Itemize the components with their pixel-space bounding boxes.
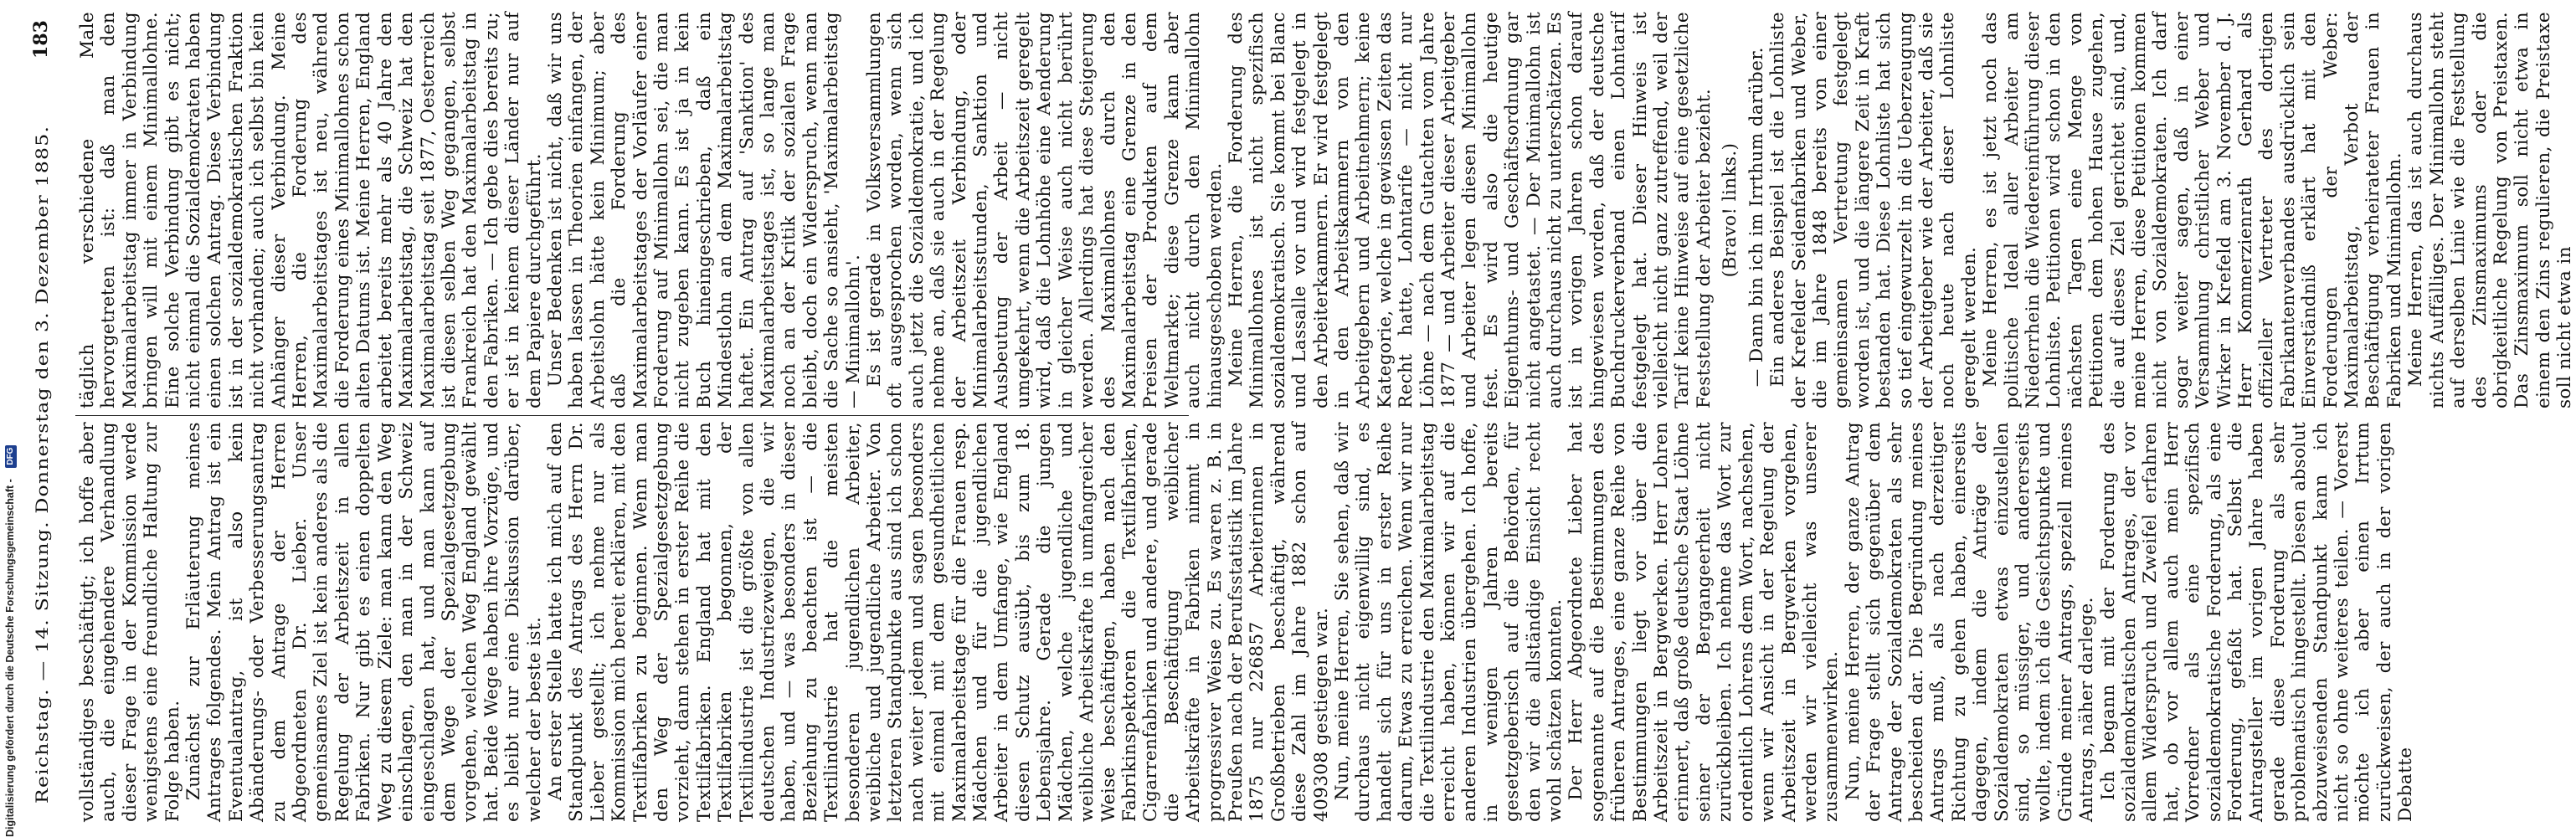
interjection: (Bravo! links.) (1720, 142, 1741, 278)
rotated-page (25, 0, 2576, 837)
left-column (77, 422, 2417, 822)
running-head-title: Reichstag. — 14. Sitzung. Donnerstag den 3. Dezember 1885. (32, 125, 52, 804)
paragraph: Ich begann mit der Forderung des sozialdemokratischen Antrages, der vor allem Widerspruch und Zweifel erfahren hat, ob vor allem auch mein Herr Vorredner als eine spezifisch sozialdemokratische Forderung, als eine Forderung, gefaßt hat. Selbst die Antragsteller im vorigen Jahre haben gerade diese Forderung als sehr problematisch hingestellt. Diesen absolut abzuweisenden Standpunkt kann ich nicht so ohne weiteres teilen. — Vorerst möchte ich aber einen Irrtum zurückweisen, der auch in der vorigen Debatte (2097, 422, 2417, 822)
footer-credit-text: Digitalisierung gefördert durch die Deutsche Forschungsgemeinschaft - (4, 479, 16, 837)
paragraph: Der Herr Abgeordnete Lieber hat sogenannte auf die Bestimmungen des früheren Antrages, eine ganze Reihe von Bestimmungen liegt vor über die Arbeitszeit in Bergwerken. Herr Lohren erinnert, daß große deutsche Staat Löhne seiner der Bergangeerheit nicht zurückbleiben. Ich nehme das Wort zur ordentlich Lohrens dem Wort, nachsehen, wenn wir Ansicht in der Regelung der Arbeitszeit in Bergwerken vorgehen, werden wir vielleicht was unserer zusammenwirken. (1566, 422, 1843, 822)
paragraph: Meine Herren, die Forderung des Minimallohnes ist nicht spezifisch sozialdemokratisch. Sie kommt bei Blanc und Lassalle vor und wird festgelegt in den Arbeiterkammern. Er wird festgelegt in den Arbeitskammern von den Arbeitgebern und Arbeitnehmern; keine Kategorie, welche in gewissen Zeiten das Recht hatte, Lohntarife — nicht nur Löhne — nach dem Gutachten vom Jahre 1877 — und Arbeiter dieser Arbeitgeber und Arbeiter legen diesen Minimallohn fest. Es wird also die heutige Eigenthums- und Geschäftsordnung gar nicht angetastet. — Der Minimallohn ist auch durchaus nicht zu unterschätzen. Es ist in vorigen Jahren schon darauf hingewiesen worden, daß der deutsche Buchdruckerverband einen Lohntarif festgelegt hat. Dieser Hinweis ist vielleicht nicht ganz zutreffend, weil der Tarif keine Hinweise auf eine gesetzliche Feststellung der Arbeiter bezieht. (1225, 12, 1715, 408)
column-divider (75, 415, 1189, 416)
paragraph: Nun, meine Herren, Sie sehen, daß wir durchaus nicht eigenwillig sind, es handelt sich für uns in erster Reihe darum, Etwas zu erreichen. Wenn wir nur die Textilindustrie den Maximalarbeitstag erreicht haben, können wir auf die anderen Industrien übergehen. Ich hoffe, in wenigen Jahren bereits gesetzgeberisch auf die Behörden, für den wir die allständige Einsicht recht wohl schätzen konnten. (1331, 422, 1566, 822)
page-number: 183 (30, 20, 52, 59)
paragraph: Es ist gerade in Volksversammlungen oft ausgesprochen worden, wenn sich auch jetzt die Sozialdemokratie, und ich nehme an, daß sie auch in der Regelung der Arbeitszeit Verbindung, oder Minimalarbeitsstunden, Sanktion und Ausbeutung der Arbeit — nicht umgekehrt, wenn die Arbeitszeit geregelt wird, daß die Lohnhöhe eine Aenderung in gleicher Weise auch nicht berührt werden. Allerdings hat diese Steigerung des Maximallohnes durch den Maximalarbeitstag eine Grenze in den Preisen der Produkten auf dem Weltmarkte; diese Grenze kann aber auch nicht durch den Minimallohn hinausgeschoben werden. (864, 12, 1226, 408)
paragraph: Unser Bedenken ist nicht, daß wir uns haben lassen in Theorien einfangen, der Arbeitslohn hätte kein Minimum; aber daß die Forderung des Maximalarbeitstages der Vorläufer einer Forderung auf Minimallohn sei, die man nicht zugeben kann. Es ist ja in kein Buch hineingeschrieben, daß ein Mindestlohn an dem Maximalarbeitstag haftet. Ein Antrag auf 'Sanktion' des Maximalarbeitstages ist, so lange man noch an der Kritik der sozialen Frage bleibt, doch ein Widerspruch, wenn man die Sache so ansieht, 'Maximalarbeitstag — Minimallohn'. (544, 12, 864, 408)
paragraph: Ein anderes Beispiel ist die Lohnliste der Krefelder Seidenfabriken und Weber, die im Jahre 1848 bereits von einer gemeinsamen Vertretung festgelegt worden ist, und die längere Zeit in Kraft bestanden hat. Diese Lohnliste hat sich so tief eingewurzelt in die Ueberzeugung der Arbeitgeber wie der Arbeiter, daß sie noch heute nach dieser Lohnliste geregelt werden. (1767, 12, 1980, 408)
paragraph: Meine Herren, es ist jetzt noch das politische Ideal aller Arbeiter am Niederrhein die Wiedereinführung dieser Lohnliste. Petitionen wird schon in den nächsten Tagen eine Menge von Petitionen dem hohen Hause zugehen, die auf dieses Ziel gerichtet sind, und, meine Herren, diese Petitionen kommen nicht von Sozialdemokraten. Ich darf sogar weiter sagen, daß in einer Versammlung christlicher Weber und Wirker in Krefeld am 3. November d. J. Herr Kommerzienrath Gerhard als offizieller Vertreter des dortigen Fabrikantenverbandes ausdrücklich sein Einverständniß erklärt hat mit den Forderungen der Weber: Maximalarbeitstag, Verbot der Beschäftigung verheirateter Frauen in Fabriken und Minimallohn. (1980, 12, 2405, 408)
paragraph: Zunächst zur Erläuterung meines Antrages folgendes. Mein Antrag ist ein Eventualantrag, ist also kein Abänderungs- oder Verbesserungsantrag zu dem Antrage der Herren Abgeordneten Dr. Lieber. Unser gemeinsames Ziel ist kein anderes als die Regelung der Arbeitszeit in allen Fabriken. Nur gibt es einen doppelten Weg zu diesem Ziele: man kann den Weg einschlagen, den man in der Schweiz eingeschlagen hat, und man kann auf dem Wege der Spezialgesetzgebung vorgehen, welchen Weg England gewählt hat. Beide Wege haben ihre Vorzüge, und es bleibt nur eine Diskussion darüber, welcher der beste ist. (183, 422, 545, 822)
running-head (25, 0, 74, 837)
footer-strip (0, 0, 22, 837)
paragraph: — Dann bin ich im Irrthum darüber. (1746, 47, 1767, 388)
footer-credit (2, 8, 18, 837)
right-column (77, 12, 2576, 408)
dfg-logo: DFG (5, 445, 17, 468)
paragraph: An erster Stelle hatte ich mich auf den Standpunkt des Antrags des Herrn Dr. Lieber gestellt; ich nehme nur als Kommission mich bereit erklären, mit den Textilfabriken zu beginnen. Wenn man den Weg der Spezialgesetzgebung vorzieht, dann stehen in erster Reihe die Textilfabriken. England hat mit den Textilfabriken begonnen, der Textilindustrie ist die größte von allen deutschen Industriezweigen, die wir haben, und — was besonders in dieser Beziehung zu beachten ist — die Textilindustrie hat die meisten besonderen jugendlichen Arbeiter, weibliche und jugendliche Arbeiter. Von letzteren Standpunkte aus sind ich schon nach weiter jedem und sagen besonders mit einmal mit dem gesundheitlichen Maximalarbeitstage für die Frauen resp. Mädchen und für die jugendlichen Arbeiter in dem Umfange, wie England diesen Schutz ausübt, bis zum 18. Lebensjahre. Gerade die jungen Mädchen, welche jugendliche und weibliche Arbeitskräfte in umfangreicher Weise beschäftigen, haben nach den Fabrikinspektoren die Textilfabriken, Cigarrenfabriken und andere, und gerade die Beschäftigung weiblicher Arbeitskräfte in Fabriken nimmt in progressiver Weise zu. Es waren z. B. in Preußen nach der Berufsstatistik im Jahre 1875 nur 226857 Arbeiterinnen in Großbetrieben beschäftigt, während diese Zahl im Jahre 1882 schon auf 409308 gestiegen war. (544, 422, 1332, 822)
paragraph: Meine Herren, das ist auch durchaus nichts Auffälliges. Der Minimallohn steht auf derselben Linie wie die Feststellung des Zinsmaximums oder die obrigkeitliche Regelung von Preistaxen. Das Zinsmaximum soll nicht etwa in einem den Zins regulieren, die Preistaxe soll nicht etwa in (2405, 12, 2576, 408)
paragraph: vollständiges beschäftigt; ich hoffe aber auch, die eingehendere Verhandlung dieser Frage in der Kommission werde wenigstens eine freundliche Haltung zur Folge haben. (77, 422, 183, 822)
paragraph: täglich verschiedene Male hervorgetreten ist: daß man den Maximalarbeitstag immer in Verbindung bringen will mit einem Minimallohne. Eine solche Verbindung gibt es nicht; nicht einmal die Sozialdemokraten haben einen solchen Antrag. Diese Verbindung ist in der sozialdemokratischen Fraktion nicht vorhanden; auch ich selbst bin kein Anhänger dieser Verbindung. Meine Herren, die Forderung des Maximalarbeitstages ist neu, während die Forderung eines Minimallohnes schon alten Datums ist. Meine Herren, England arbeitet bereits mehr als 40 Jahre den Maximalarbeitstag, die Schweiz hat den Maximalarbeitstag seit 1877, Oesterreich ist diesen selben Weg gegangen, selbst Frankreich hat den Maximalarbeitstag in den Fabriken. — Ich gebe dies bereits zu; er ist in keinem dieser Länder nur auf dem Papiere durchgeführt. (77, 12, 545, 408)
paragraph: Nun, meine Herren, der ganze Antrag der Frage stellt sich gegenüber dem Antrage der Sozialdemokraten als sehr bescheiden dar. Die Begründung meines Antrags muß, als nach derzeitiger Richtung zu gehen haben, einerseits dagegen, indem die Anträge der Sozialdemokraten etwas einzustellen sind, so müssiger, und andererseits wollte, indem ich die Gesichtspunkte und Gründe meiner Antrags, speziell meines Antrags, näher darlege. (1842, 422, 2098, 822)
